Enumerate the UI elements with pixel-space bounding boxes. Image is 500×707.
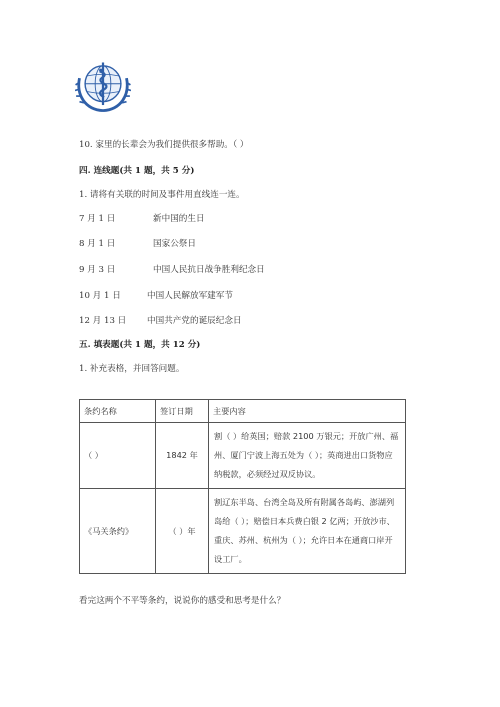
section-4-heading: 四. 连线题(共 1 题，共 5 分) [79,166,195,176]
section-5-heading: 五. 填表题(共 1 题，共 12 分) [79,340,201,350]
header-treaty-name: 条约名称 [80,400,156,423]
match-date-2[interactable]: 8 月 1 日 [79,239,116,249]
treaty-table [79,399,406,574]
section-5-question: 1. 补充表格，并回答问题。 [79,364,185,374]
treaty-content[interactable]: 割（ ）给英国；赔款 2100 万银元；开放广州、福州、厦门宁波上海五处为（ ）；英商进出口货物应纳税款，必须经过双反协议。 [209,423,406,489]
match-event-2[interactable]: 国家公祭日 [153,239,196,249]
followup-question: 看完这两个不平等条约，说说你的感受和思考是什么？ [79,596,286,606]
match-date-4[interactable]: 10 月 1 日 [79,291,121,301]
match-event-5[interactable]: 中国共产党的诞辰纪念日 [147,316,242,326]
table-row [80,423,406,489]
match-event-4[interactable]: 中国人民解放军建军节 [147,291,233,301]
treaty-name-blank[interactable]: （ ） [80,423,156,489]
treaty-name: 《马关条约》 [80,489,156,574]
question-10: 10. 家里的长辈会为我们提供很多帮助。（ ） [79,140,249,150]
match-date-3[interactable]: 9 月 3 日 [79,265,116,275]
treaty-content[interactable]: 割辽东半岛、台湾全岛及所有附属各岛屿、澎湖列岛给（ ）；赔偿日本兵费白银 2 亿两；开放沙市、重庆、苏州、杭州为（ ）；允许日本在通商口岸开设工厂。 [209,489,406,574]
treaty-date-blank[interactable]: （ ）年 [156,489,209,574]
match-event-3[interactable]: 中国人民抗日战争胜利纪念日 [153,265,265,275]
match-date-1[interactable]: 7 月 1 日 [79,214,116,224]
match-event-1[interactable]: 新中国的生日 [153,214,205,224]
table-row [80,489,406,574]
table-header-row [80,400,406,423]
match-date-5[interactable]: 12 月 13 日 [79,316,127,326]
header-main-content: 主要内容 [209,400,406,423]
treaty-date: 1842 年 [156,423,209,489]
section-4-question: 1. 请将有关联的时间及事件用直线连一连。 [79,190,245,200]
who-emblem-icon [75,58,131,114]
header-sign-date: 签订日期 [156,400,209,423]
